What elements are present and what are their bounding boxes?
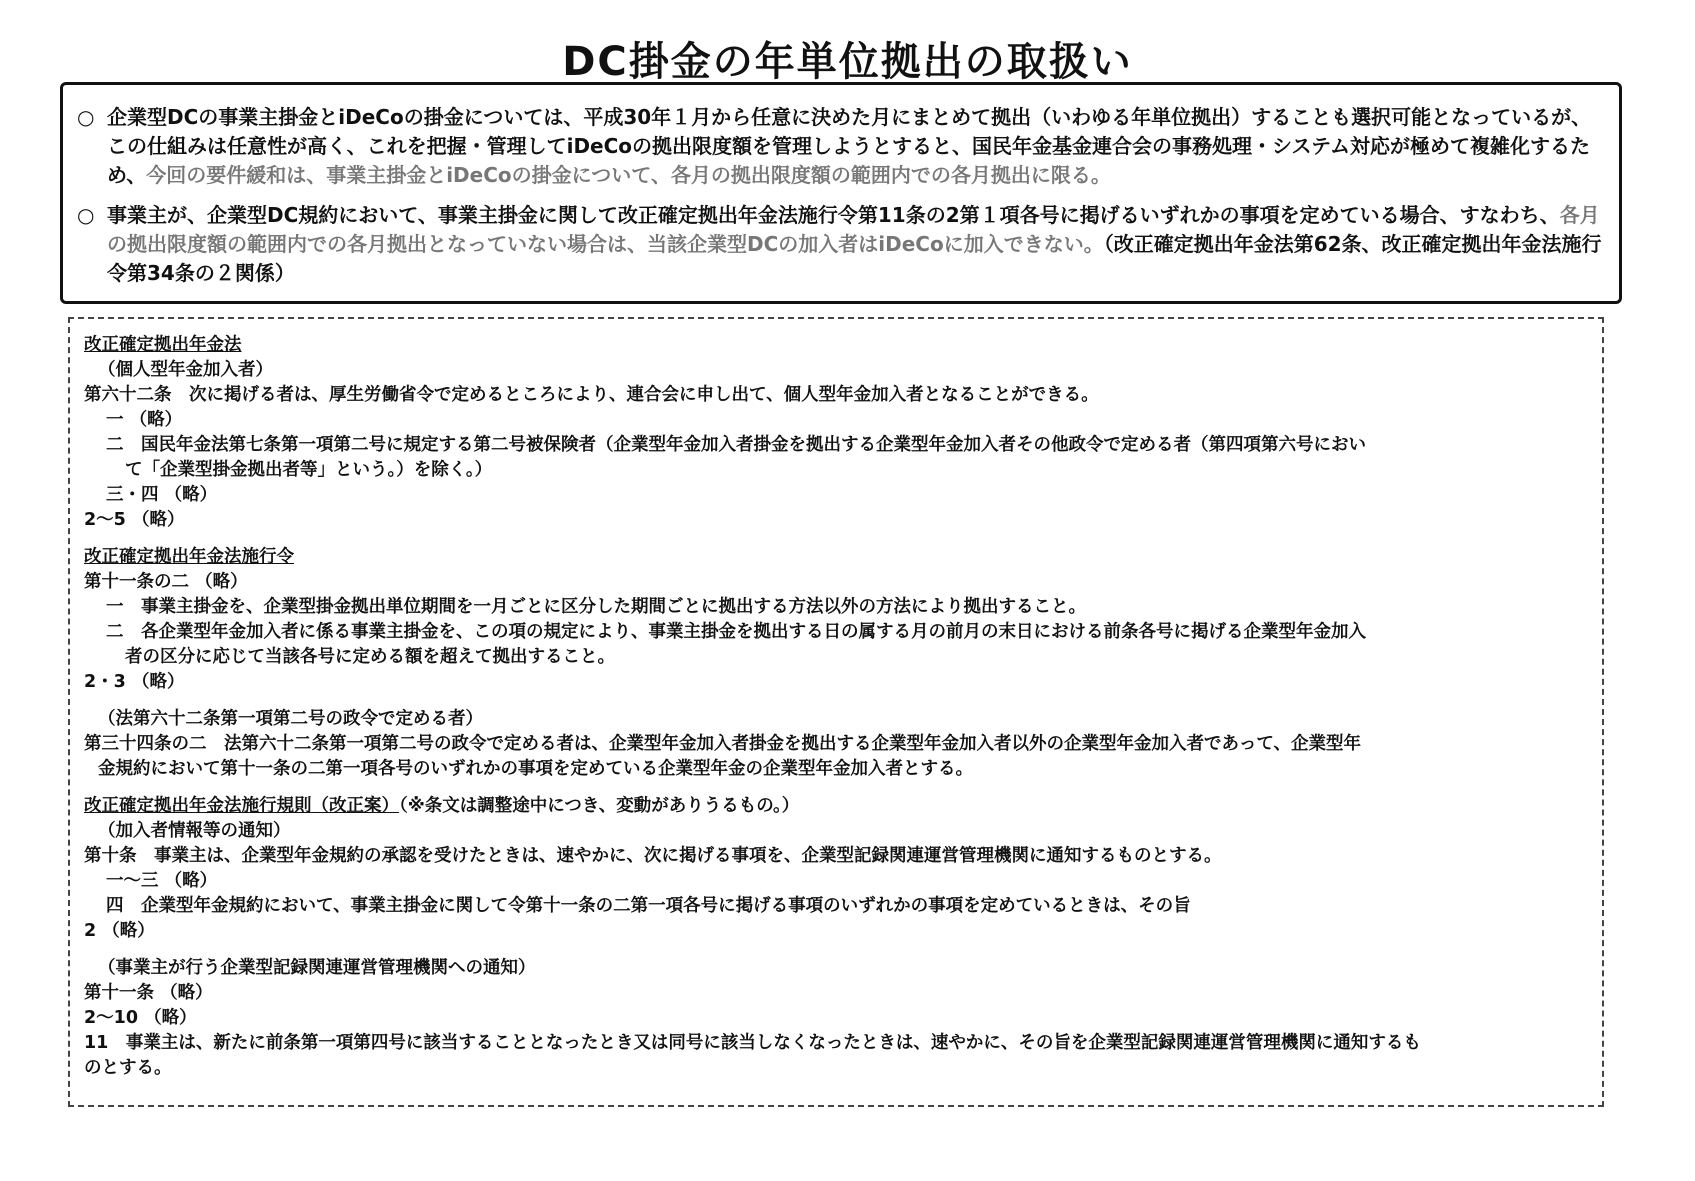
paragraph-text: 2・3 （略） (84, 672, 185, 692)
bullet-1-text: 企業型DCの事業主掛金とiDeCoの掛金については、平成30年１月から任意に決めた月にまとめて拠出（いわゆる年単位拠出）することも選択可能となっているが、この仕組みは任意性が高く、これを把握・管理してiDeCoの拠出限度額を管理しようとすると、国民年金基金連合会の事務処理・システム対応が極めて複雑化するため、 (107, 105, 1592, 187)
article-text: 第三十四条の二 法第六十二条第一項第二号の政令で定める者は、企業型年金加入者掛金を拠出する企業型年金加入者以外の企業型年金加入者であって、企業型年 (84, 734, 1361, 754)
item-text: 一～三 （略） (106, 871, 218, 891)
paragraph-text: 11 事業主は、新たに前条第一項第四号に該当することとなったとき又は同号に該当しなくなったときは、速やかに、その旨を企業型記録関連運営管理機関に通知するも (84, 1033, 1421, 1053)
article-text: 第六十二条 次に掲げる者は、厚生労働省令で定めるところにより、連合会に申し出て、個人型年金加入者となることができる。 (84, 385, 1099, 405)
item-text: 一 （略） (106, 410, 183, 430)
summary-bullet-2 (77, 201, 1607, 288)
bullet-2-highlight: 各月の拠出限度額の範囲内での各月拠出となっていない場合は、当該企業型DCの加入者はiDeCoに加入できない。 (107, 203, 1600, 256)
item-text: 四 企業型年金規約において、事業主掛金に関して令第十一条の二第一項各号に掲げる事項のいずれかの事項を定めているときは、その旨 (106, 896, 1191, 916)
article-caption: （法第六十二条第一項第二号の政令で定める者） (98, 709, 483, 729)
article-text: 第十一条の二 （略） (84, 572, 248, 592)
law-excerpt-box (68, 317, 1604, 1107)
bullet-1-highlight: 今回の要件緩和は、事業主掛金とiDeCoの掛金について、各月の拠出限度額の範囲内での各月拠出に限る。 (146, 163, 1111, 187)
bullet-2-reference: （改正確定拠出年金法第62条、改正確定拠出年金法施行令第34条の２関係） (107, 232, 1602, 285)
paragraph-text-continued: のとする。 (84, 1058, 172, 1078)
item-text: 二 国民年金法第七条第一項第二号に規定する第二号被保険者（企業型年金加入者掛金を拠出する企業型年金加入者その他政令で定める者（第四項第六号におい (106, 435, 1366, 455)
item-text: 二 各企業型年金加入者に係る事業主掛金を、この項の規定により、事業主掛金を拠出する日の属する月の前月の末日における前条各号に掲げる企業型年金加入 (106, 622, 1366, 642)
page-title: DC掛金の年単位拠出の取扱い (562, 39, 1133, 85)
section-heading: 改正確定拠出年金法施行令 (84, 547, 294, 567)
item-text-continued: 者の区分に応じて当該各号に定める額を超えて拠出すること。 (125, 647, 615, 667)
item-text: 一 事業主掛金を、企業型掛金拠出単位期間を一月ごとに区分した期間ごとに拠出する方法以外の方法により拠出すること。 (106, 597, 1086, 617)
paragraph-text: 2～5 （略） (84, 510, 185, 530)
section-heading: 改正確定拠出年金法施行規則（改正案） (84, 796, 399, 816)
bullet-2-text: 事業主が、企業型DC規約において、事業主掛金に関して改正確定拠出年金法施行令第11条の2第１項各号に掲げるいずれかの事項を定めている場合、すなわち、 (107, 203, 1560, 227)
bullet-circle-icon: ○ (77, 203, 95, 227)
summary-box (60, 82, 1622, 304)
paragraph-text: 2 （略） (84, 921, 155, 941)
article-caption: （事業主が行う企業型記録関連運営管理機関への通知） (98, 958, 536, 978)
article-text: 第十一条 （略） (84, 983, 213, 1003)
section-heading: 改正確定拠出年金法 (84, 335, 242, 355)
section-note: （※条文は調整途中につき、変動がありうるもの。） (399, 796, 800, 816)
item-text: 三・四 （略） (106, 485, 218, 505)
article-caption: （加入者情報等の通知） (98, 821, 291, 841)
paragraph-text: 2～10 （略） (84, 1008, 197, 1028)
item-text-continued: て「企業型掛金拠出者等」という。）を除く。） (125, 460, 493, 480)
bullet-circle-icon: ○ (77, 105, 95, 129)
article-text: 第十条 事業主は、企業型年金規約の承認を受けたときは、速やかに、次に掲げる事項を、企業型記録関連運営管理機関に通知するものとする。 (84, 846, 1222, 866)
article-caption: （個人型年金加入者） (98, 360, 273, 380)
summary-bullet-1 (77, 103, 1607, 190)
article-text-continued: 金規約において第十一条の二第一項各号のいずれかの事項を定めている企業型年金の企業型年金加入者とする。 (98, 759, 973, 779)
